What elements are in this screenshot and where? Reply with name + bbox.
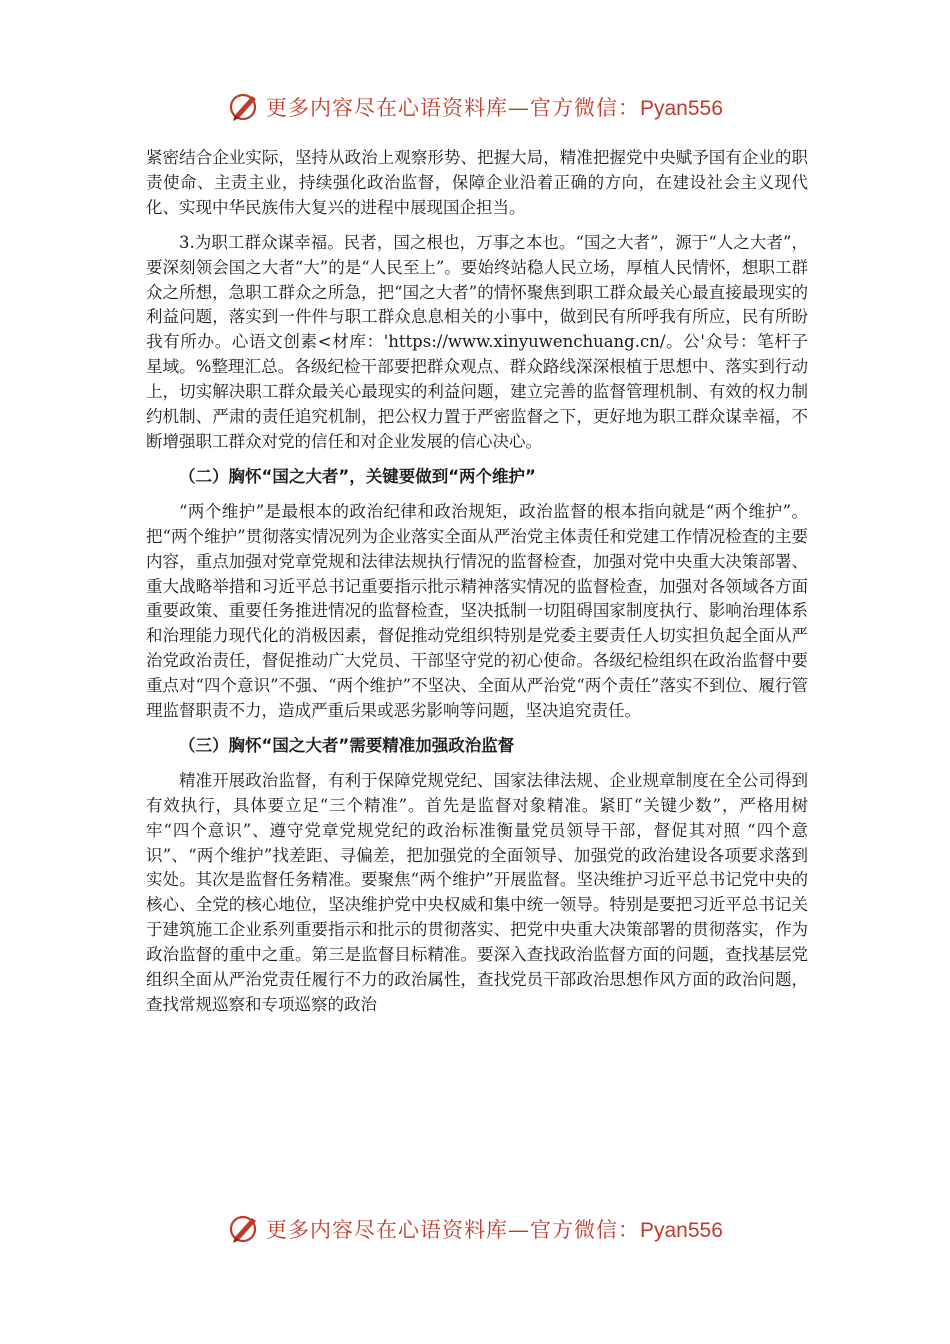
footer-banner-text: 更多内容尽在心语资料库—官方微信：Pyan556 <box>266 1218 723 1242</box>
paragraph-3: “两个维护”是最根本的政治纪律和政治规矩，政治监督的根本指向就是“两个维护”。把“两个维护”贯彻落实情况列为企业落实全面从严治党主体责任和党建工作情况检查的主要内容，重点加强对党章党规和法律法规执行情况的监督检查，加强对党中央重大决策部署、重大战略举措和习近平总书记重要指示批示精神落实情况的监督检查，加强对各领域各方面重要政策、重要任务推进情况的监督检查，坚决抵制一切阻碍国家制度执行、影响治理体系和治理能力现代化的消极因素，督促推动党组织特别是党委主要责任人切实担负起全面从严治党政治责任，督促推动广大党员、干部坚守党的初心使命。各级纪检组织在政治监督中要重点对“四个意识”不强、“两个维护”不坚决、全面从严治党“两个责任”落实不到位、履行管理监督职责不力，造成严重后果或恶劣影响等问题，坚决追究责任。 <box>146 501 808 721</box>
footer-banner <box>0 1208 950 1248</box>
document-body <box>146 146 808 1018</box>
header-wechat-id: Pyan556 <box>640 97 723 120</box>
pen-logo-icon <box>226 1210 262 1246</box>
paragraph-1: 紧密结合企业实际，坚持从政治上观察形势、把握大局，精准把握党中央赋予国有企业的职责使命、主责主业，持续强化政治监督，保障企业沿着正确的方向，在建设社会主义现代化、实现中华民族伟大复兴的进程中展现国企担当。 <box>146 148 808 217</box>
footer-wechat-id: Pyan556 <box>640 1219 723 1242</box>
paragraph-2: 3.为职工群众谋幸福。民者，国之根也，万事之本也。“国之大者”，源于“人之大者”，要深刻领会国之大者“大”的是“人民至上”。要始终站稳人民立场，厚植人民情怀，想职工群众之所想，急职工群众之所急，把“国之大者”的情怀聚焦到职工群众最关心最直接最现实的利益问题，落实到一件件与职工群众息息相关的小事中，做到民有所呼我有所应，民有所盼我有所办。心语文创素<材库：'https://www.xinyuwenchuang.cn/。公'众号：笔杆子星域。%整理汇总。各级纪检干部要把群众观点、群众路线深深根植于思想中、落实到行动上，切实解决职工群众最关心最现实的利益问题，建立完善的监督管理机制、有效的权力制约机制、严肃的责任追究机制，把公权力置于严密监督之下，更好地为职工群众谋幸福，不断增强职工群众对党的信任和对企业发展的信心决心。 <box>146 232 808 451</box>
header-banner-text: 更多内容尽在心语资料库—官方微信：Pyan556 <box>266 96 723 120</box>
header-banner <box>0 86 950 126</box>
pen-logo-icon <box>226 88 262 124</box>
section-heading-2: （二）胸怀“国之大者”，关键要做到“两个维护” <box>179 466 536 486</box>
section-heading-3: （三）胸怀“国之大者”需要精准加强政治监督 <box>179 735 515 755</box>
paragraph-4: 精准开展政治监督，有利于保障党规党纪、国家法律法规、企业规章制度在全公司得到有效执行，具体要立足“三个精准”。首先是监督对象精准。紧盯“关键少数”，严格用树牢“四个意识”、遵守党章党规党纪的政治标准衡量党员领导干部，督促其对照 “四个意识”、“两个维护”找差距、寻偏差，把加强党的全面领导、加强党的政治建设各项要求落到实处。其次是监督任务精准。要聚焦“两个维护”开展监督。坚决维护习近平总书记党中央的核心、全党的核心地位，坚决维护党中央权威和集中统一领导。特别是要把习近平总书记关于建筑施工企业系列重要指示和批示的贯彻落实、把党中央重大决策部署的贯彻落实，作为政治监督的重中之重。第三是监督目标精准。要深入查找政治监督方面的问题，查找基层党组织全面从严治党责任履行不力的政治属性，查找党员干部政治思想作风方面的政治问题，查找常规巡察和专项巡察的政治 <box>146 770 808 1014</box>
